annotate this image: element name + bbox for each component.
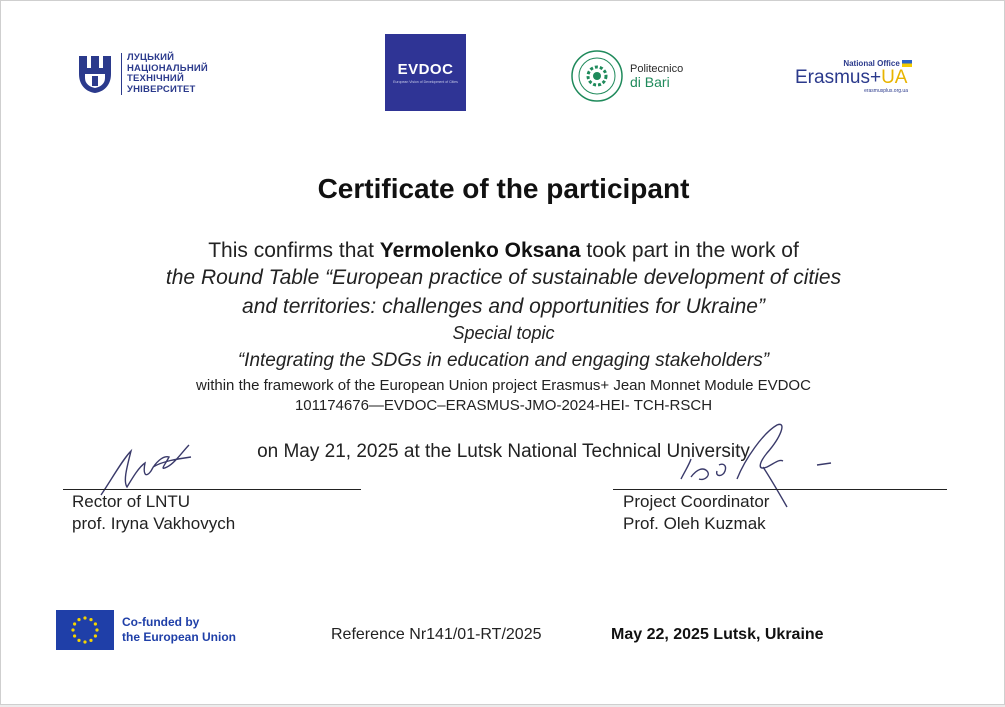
erasmus-url: erasmusplus.org.ua [864,88,908,94]
coordinator-name: Prof. Oleh Kuzmak [623,514,766,533]
erasmus-logo [795,59,930,94]
rector-signature-line [63,489,361,490]
framework-line: within the framework of the European Union project Erasmus+ Jean Monnet Module EVDOC [196,377,811,394]
erasmus-main-text: Erasmus+ [795,67,882,88]
poliba-logo [570,49,683,103]
eu-cofunded-text [122,615,236,645]
poliba-line-2: di Bari [630,74,670,90]
lntu-line-3: ТЕХНІЧНИЙ [127,73,184,84]
coordinator-role: Project Coordinator [623,492,770,511]
erasmus-office-text: National Office [843,59,900,68]
special-topic-label: Special topic [452,323,555,343]
reference-number: Reference Nr141/01-RT/2025 [331,626,542,643]
special-topic: “Integrating the SDGs in education and engaging stakeholders” [237,350,770,371]
poliba-seal-icon [570,49,624,103]
project-number: 101174676—EVDOC–ERASMUS-JMO-2024-HEI- TCH-RSCH [294,397,713,414]
issue-date-place: May 22, 2025 Lutsk, Ukraine [611,626,824,643]
confirm-suffix: took part in the work of [586,239,799,262]
rector-block [72,491,235,535]
lntu-line-1: ЛУЦЬКИЙ [127,52,175,63]
eu-line-1: Co-funded by [122,615,200,629]
poliba-name [630,63,683,89]
eu-cofunded-logo [56,610,236,650]
coordinator-signature-line [613,489,947,490]
poliba-line-1: Politecnico [630,63,684,75]
erasmus-wordmark [795,68,930,88]
lntu-logo [77,53,208,95]
rector-role: Rector of LNTU [72,492,191,511]
evdoc-subtitle: European Vision of Development of Cities [393,80,458,84]
lntu-name [121,53,208,95]
confirm-line [1,239,1005,263]
evdoc-logo [385,34,466,111]
participant-name: Yermolenko Oksana [379,239,581,262]
event-line-2: and territories: challenges and opportunities for Ukraine” [242,295,765,318]
lntu-emblem-icon [77,54,113,94]
lntu-line-4: УНІВЕРСИТЕТ [127,83,196,95]
event-line-1: the Round Table “European practice of sustainable development of cities [165,266,842,289]
rector-name: prof. Iryna Vakhovych [72,514,236,533]
lntu-line-2: НАЦІОНАЛЬНИЙ [127,62,208,74]
date-place-line: on May 21, 2025 at the Lutsk National Technical University [257,441,750,462]
coordinator-block [623,491,769,535]
certificate-title: Certificate of the participant [317,173,690,204]
evdoc-title: EVDOC [397,61,454,78]
confirm-prefix: This confirms that [208,239,374,262]
eu-flag-icon [56,610,114,650]
eu-line-2: the European Union [122,630,236,644]
erasmus-ua-text: UA [881,67,908,88]
